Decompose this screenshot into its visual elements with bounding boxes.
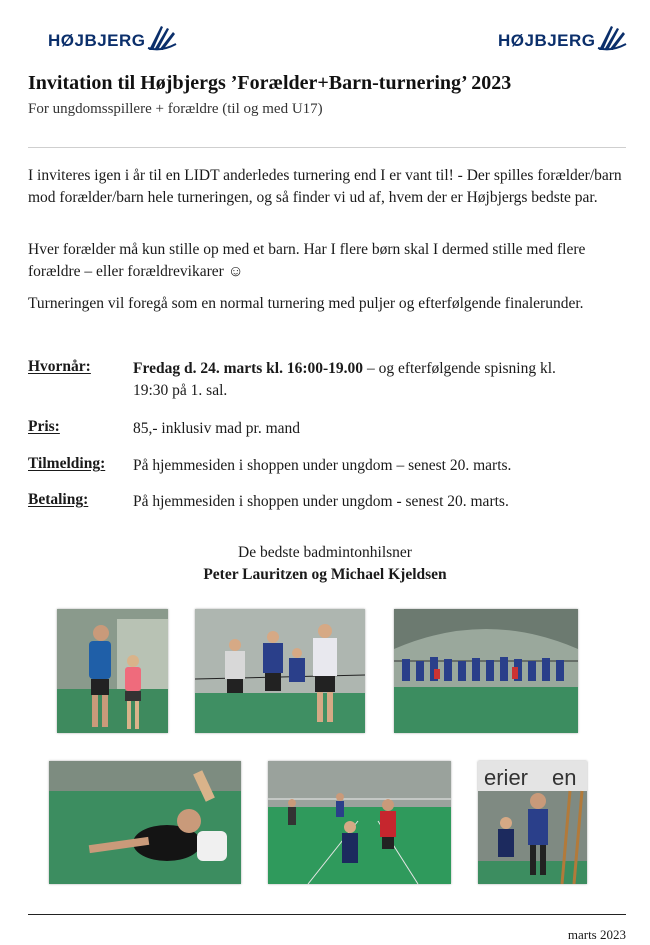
when-value [133,358,593,402]
closing-greeting: De bedste badmintonhilsner [238,544,412,561]
photo-father-daughter [57,609,168,733]
hall-sign-text-2: en [552,765,577,790]
hojbjerg-logo-right [498,22,627,52]
price-value: 85,- inklusiv mad pr. mand [133,420,301,437]
page-subtitle: For ungdomsspillere + forældre (til og med U17) [28,101,323,117]
footer-divider [28,914,626,915]
photo-player-floor [49,761,241,884]
payment-value: På hjemmesiden i shoppen under ungdom - senest 20. marts. [133,493,509,510]
shuttlecock-feathers-icon [597,22,627,52]
footer-date: marts 2023 [567,927,626,942]
photo-players-court [195,609,365,733]
header-divider [28,147,626,148]
logo-text: HØJBJERG [48,31,146,50]
payment-label: Betaling: [28,491,89,508]
hojbjerg-logo-left [48,22,177,52]
closing-signers: Peter Lauritzen og Michael Kjeldsen [203,566,447,583]
price-label: Pris: [28,418,60,435]
photo-doubles-match [268,761,451,884]
photo-hall-signage [478,761,587,884]
when-label: Hvornår: [28,358,91,375]
rules-paragraph: Hver forælder må kun stille op med et barn. Har I flere børn skal I dermed stille med flere forældre – eller forældrevikarer ☺ [28,241,586,280]
format-paragraph: Turneringen vil foregå som en normal turnering med puljer og efterfølgende finalerunder. [28,295,584,312]
intro-paragraph: I inviteres igen i år til en LIDT anderledes turnering end I er vant til! - Der spilles forælder/barn mod forælder/barn hele turneringen, og så finder vi ud af, hvem der er Højbjergs bedste par. [28,167,622,206]
photo-hall-group [394,609,578,733]
signup-value: På hjemmesiden i shoppen under ungdom – senest 20. marts. [133,457,512,474]
signup-label: Tilmelding: [28,455,106,472]
page-title: Invitation til Højbjergs ’Forælder+Barn-turnering’ 2023 [28,72,512,94]
logo-text: HØJBJERG [498,31,596,50]
hall-sign-text-1: erier [484,765,529,790]
when-dinner: – og efterfølgende spisning kl. 19:30 på 1. sal. [133,360,556,399]
when-date-time: Fredag d. 24. marts kl. 16:00-19.00 [133,360,364,377]
shuttlecock-feathers-icon [147,22,177,52]
